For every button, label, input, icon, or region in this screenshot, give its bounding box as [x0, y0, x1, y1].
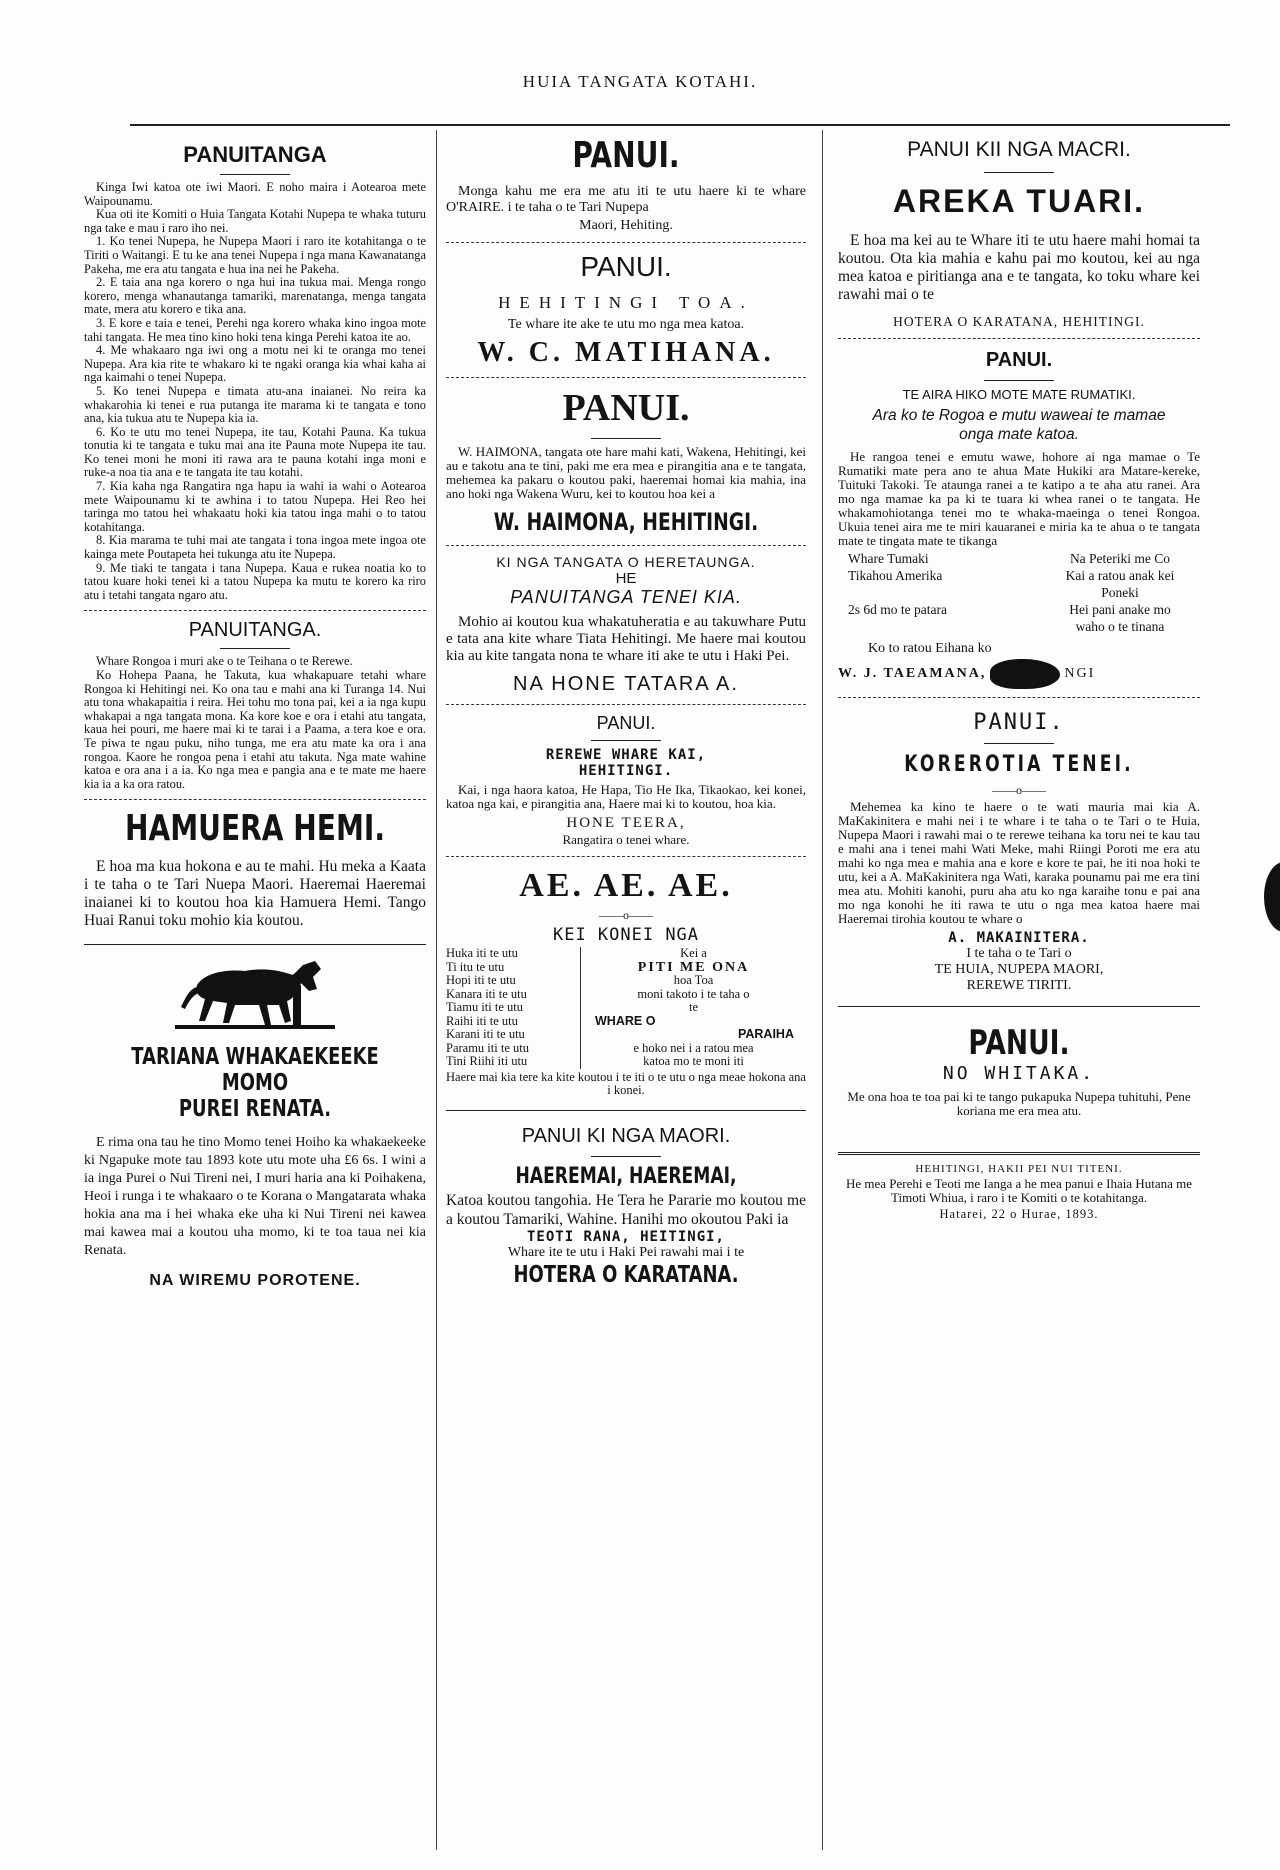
panuitanga-para: 4. Me whakaaro nga iwi ong a motu nei ki te oranga mo tenei Nupepa. Ara kia rite te whakaro ki te ngaki oranga kia whai kaha ai nga kaimahi o tenei Nupepa.	[84, 343, 426, 385]
goods-item: Karani iti te utu	[446, 1027, 525, 1041]
maori-body: Katoa koutou tangohia. He Tera he Pararie mo koutou me a koutou Tamariki, Wahine. Hanihi mo okoutou Paki ia	[446, 1191, 806, 1228]
panui-body: Kai, i nga haora katoa, He Hapa, Tio He Ika, Tikaokao, kei konei, katoa nga kai, e pirangitia ana, Haere mai ki to koutou, hoa kia.	[446, 782, 806, 811]
grid-cell: Hei pani anake mo	[1069, 602, 1171, 617]
divider	[984, 172, 1054, 173]
maori-title: PANUI KI NGA MAORI.	[521, 1124, 731, 1147]
panui-haimona	[446, 386, 806, 537]
hone-tatara: NA HONE TATARA A.	[513, 673, 739, 695]
panuitanga-para: Kua oti ite Komiti o Huia Tangata Kotahi Nupepa te whaka tuturu nga take e mau i raro iho nei.	[84, 207, 426, 235]
divider	[838, 697, 1200, 698]
panui-title: PANUI.	[572, 135, 680, 176]
rumatiki-ad	[838, 349, 1200, 689]
rumatiki-sub: TE AIRA HIKO MOTE MATE RUMATIKI.	[902, 387, 1136, 402]
panui-title: PANUI.	[973, 710, 1065, 735]
heretaunga-title: KI NGA TANGATA O HERETAUNGA.	[496, 554, 756, 570]
divider	[84, 944, 426, 945]
macri-body: E hoa ma kei au te Whare iti te utu haere mahi homai ta koutou. Ota kia mahia e kahu pai mo koutou, kei au nga mea katoa e piritianga ana e te tangata, ko toku whare kei rawahi mai o te	[838, 232, 1200, 303]
goods-item: Paramu iti te utu	[446, 1040, 529, 1055]
divider	[984, 380, 1054, 381]
rerewe-hehitingi: HEHITINGI.	[578, 763, 674, 779]
divider	[220, 174, 290, 175]
hone-teera: HONE TEERA,	[566, 815, 686, 831]
rerewe-whare-kai: REREWE WHARE KAI,	[545, 747, 707, 763]
panui-oraire	[446, 136, 806, 234]
column-left	[84, 134, 426, 1844]
ornament: ——o——	[992, 783, 1046, 797]
column-rule-2	[822, 130, 823, 1850]
tariana-body: E rima ona tau he tino Momo tenei Hoiho ka whakaekeeke ki Ngapuke mote tau 1893 kote utu mote uha £6 6s. I wini a ia inga Purei o Nui Tireni nei, I muri haria ana ki Poihakena, Heoi i runga i te whakaaro o te Korana o Mangatarata whaka hokia ana ma i hei whaka eke uha ki Nui Tireni nei kawea mai kawea mai a koutou uha momo, ki te toa taua nei kia Renata.	[84, 1135, 426, 1259]
makainitera-name: A. MAKAINITERA.	[948, 930, 1090, 946]
whitaka-ad	[838, 1023, 1200, 1118]
maori-line: Whare ite te utu i Haki Pei rawahi mai i te	[507, 1244, 745, 1260]
ink-blot-icon	[990, 659, 1060, 689]
panuitanga-para: Kinga Iwi katoa ote iwi Maori. E noho maira i Aotearoa mete Waipounamu.	[84, 180, 426, 208]
rumatiki-grid	[838, 550, 1200, 635]
panuitanga-notice	[84, 142, 426, 602]
heretaunga-he: HE	[615, 570, 637, 587]
panui-footer: Maori, Hehiting.	[579, 218, 673, 233]
panuitanga-para: 1. Ko tenei Nupepa, he Nupepa Maori i raro ite kotahitanga o te Tiriti o Waitangi. E tu ke ana tenei Nupepa i nga mana Kawanatanga Pakeha, me era atu tangata e hua ina nei he Pakeha.	[84, 234, 426, 276]
panuitanga-para: 8. Kia marama te tuhi mai ate tangata i tona ingoa mete ingoa ote kainga mete Poutapeta hei tukunga atu ite Nupepa.	[84, 533, 426, 562]
ae-footer: Haere mai kia tere ka kite koutou i te iti o te utu o nga meae hokona ana i konei.	[446, 1069, 806, 1098]
goods-item: Hopi iti te utu	[446, 973, 516, 987]
heretaunga-body: Mohio ai koutou kua whakatuheratia e au takuwhare Putu e tata ana kite whare Tiata Hehitingi. Me haere mai koutou kia au kite tangata nona te whare iti ake te utu i Haki Pei.	[446, 614, 806, 664]
ae-title: AE. AE. AE.	[519, 867, 733, 904]
goods-item: Huka iti te utu	[446, 946, 518, 960]
rumatiki-body: He rangoa tenei e emutu wawe, hohore ai nga mamae o Te Rumatiki mate pera ano te ahua Mate Hukiki ara Matare-kereke, Tuituki Takoki. Te ataunga ranei a te katipo a te aha atu ranei. Ara mo nga mamae ka pa ki te tuara ki whea ranei o te tangata. He whakamohiotanga tenei mo te whaka-maeinga o tenei Rongoa. Ukuia tenei aira me te miri kauaranei e miria ka te ahua o te tangata mate te tingata mate te tikanga	[838, 449, 1200, 548]
divider	[446, 704, 806, 705]
korerotia-tenei: KOREROTIA TENEI.	[904, 752, 1134, 777]
teoti-rana: TEOTI RANA, HEITINGI,	[526, 1228, 725, 1245]
areka-tuari-ad	[838, 138, 1200, 330]
horse-illustration	[84, 955, 426, 1038]
piti-line: PITI ME ONA	[637, 959, 750, 975]
piti-line: te	[688, 1000, 699, 1014]
grid-cell: 2s 6d mo te patara	[848, 602, 947, 617]
masthead-rule	[130, 124, 1230, 126]
divider	[838, 338, 1200, 339]
tariana-ad	[84, 1044, 426, 1290]
rumatiki-agent: Ko to ratou Eihana ko	[868, 641, 992, 656]
divider	[446, 545, 806, 546]
column-rule-1	[436, 130, 437, 1850]
whare-rongoa-notice	[84, 619, 426, 791]
hamuera-hemi-ad	[84, 808, 426, 930]
piti-info	[581, 947, 806, 1069]
tariana-title-line2: PUREI RENATA.	[178, 1096, 332, 1123]
rumatiki-italic: Ara ko te Rogoa e mutu waweai te mamae onga mate katoa.	[872, 407, 1166, 443]
grid-cell: Kai a ratou anak kei	[1065, 568, 1175, 583]
divider	[591, 1156, 661, 1157]
taeamana-name: W. J. TAEAMANA,	[838, 666, 987, 681]
column-right	[838, 134, 1200, 1844]
panui-title: PANUI.	[985, 349, 1053, 371]
panui-body: Monga kahu me era me atu iti te utu haere ki te whare O'RAIRE. i te taha o te Tari Nupepa	[446, 184, 806, 215]
imprint-date: Hatarei, 22 o Hurae, 1893.	[939, 1207, 1099, 1221]
heretaunga-notice	[446, 554, 806, 696]
panuitanga-title: PANUITANGA	[183, 142, 327, 167]
divider	[838, 1006, 1200, 1007]
kei-konei-nga: KEI KONEI NGA	[552, 925, 700, 945]
horse-icon	[175, 955, 335, 1033]
grid-cell: Tikahou Amerika	[848, 568, 943, 583]
rangatira: Rangatira o tenei whare.	[562, 832, 690, 847]
panuitanga-para: 5. Ko tenei Nupepa e timata atu-ana inaianei. No reira ka whakarohia ki tenei e rua putanga ite marama ki te tangata e tono ana, kia tukua atu te Nupepa kia ia.	[84, 383, 426, 426]
no-whitaka: NO WHITAKA.	[942, 1063, 1096, 1084]
panui-body: W. HAIMONA, tangata ote hare mahi kati, Wakena, Hehitingi, kei au e takotu ana te tini, paki me era mea e pirangitia ana e te tangata, mehemea ka pakaru o koutou paki, haeremai homai kia mahia, ina ano hoki nga Wakena Wuru, kei to koutou hoa kei a	[446, 444, 806, 501]
divider	[84, 799, 426, 800]
haeremai: HAEREMAI, HAEREMAI,	[515, 1163, 737, 1189]
panuitanga2-title: PANUITANGA.	[188, 619, 322, 642]
areka-tuari: AREKA TUARI.	[892, 183, 1146, 219]
addr-line: TE HUIA, NUPEPA MAORI,	[934, 962, 1104, 977]
panui-title: PANUI.	[596, 713, 656, 733]
divider	[984, 743, 1054, 744]
divider	[446, 856, 806, 857]
panuitanga-para: 7. Kia kaha nga Rangatira nga hapu ia wahi ia wahi o Aotearoa mete Waipounamu ki te awhina i to tatou Nupepa. Hei Reo hei taringa mo tatou hei whakaatu hoki kia tatou inga mahi o to tatou kotahitanga.	[84, 479, 426, 534]
divider	[591, 740, 661, 741]
piti-line: Kei a	[680, 946, 707, 960]
piti-line: e hoko nei i a ratou mea	[633, 1040, 754, 1055]
imprint-body: He mea Perehi e Teoti me Ianga a he mea panui e Ihaia Hutana me Timoti Whiua, i raro i te Komiti o te kotahitanga.	[845, 1176, 1193, 1205]
grid-cell: Na Peteriki me Co	[1069, 551, 1171, 566]
hehitingi-toa: HEHITINGI TOA.	[498, 293, 754, 312]
goods-item: Tiamu iti te utu	[446, 1000, 523, 1014]
panuitanga-para: 9. Me tiaki te tangata i tana Nupepa. Kaua e rukea noatia ko to tatou kuare hoki tenei ki a tatou Nupepa ka mutu te korero ka riro atu i tetahi tangata ngaro atu.	[84, 560, 426, 602]
column-middle	[446, 134, 806, 1844]
grid-cell: Whare Tumaki	[848, 551, 929, 566]
hamuera-body: E hoa ma kua hokona e au te mahi. Hu meka a Kaata i te taha o te Tari Nuepa Maori. Haeremai Haeremai inaianei ki to koutou hoa kia Hamuera Hemi. Tango Huai Ranui toku mohio kia koutou.	[84, 858, 426, 930]
haimona-name: W. HAIMONA, HEHITINGI.	[493, 508, 759, 536]
macri-title: PANUI KII NGA MACRI.	[907, 138, 1131, 161]
hamuera-title: HAMUERA HEMI.	[124, 808, 386, 850]
divider	[591, 438, 661, 439]
korerotia-body: Mehemea ka kino te haere o te wati mauria mai kia A. MaKakinitera e mahi nei i te whare i te taha o te Tari o te Huia, Nupepa Maori i rawahi mai o te rerewe teihana ka toru nei te kau tau e mahi ana i tenei mahi Wati Meke, mahi Riingi Poroti me era atu mahi ko nga mea e mahia ana e kore e kore te pai, he iti noa hoki te utu, kei a A. MaKakinitera nga Wati, karaka pounamu pai me era tini mea atu. Mohiti kanohi, puru aha atu ko nga karaihe tonu e pai ana mo nga konohi he iti rawa te utu o nga mea katoa haere mai Haeremai tirohia koutou te whare o	[838, 799, 1200, 926]
goods-item: Kanara iti te utu	[446, 986, 527, 1001]
piti-line: hoa Toa	[673, 973, 714, 987]
ornament: ——o——	[599, 908, 653, 922]
panui-matihana	[446, 251, 806, 369]
panui-title: PANUI.	[580, 251, 672, 282]
panuitanga-para: 6. Ko te utu mo tenei Nupepa, ite tau, Kotahi Pauna. Ka tukua tonutia ki te tangata e tuku mai ana ite Pauna mote Nupepa ite tau. Ko tenei moni he moni iti rawa ara te pauna kotahi inga moni e ruke-a noa tia ana e te tangata ite tau kotahi.	[84, 424, 426, 480]
taeamana-tail: NGI	[1064, 666, 1096, 681]
panui-title: PANUI.	[562, 387, 690, 429]
addr-line: I te taha o te Tari o	[966, 946, 1072, 961]
panuitanga-para: 3. E kore e taia e tenei, Perehi nga korero whaka kino ingoa mote tahi tangata. He mea tino kino hoki tena kinga Perehi katoa ite ao.	[84, 315, 426, 344]
makainitera-ad	[838, 710, 1200, 994]
imprint-notice	[838, 1163, 1200, 1222]
heretaunga-sub: PANUITANGA TENEI KIA.	[510, 587, 742, 607]
tariana-signature: NA WIREMU POROTENE.	[149, 1272, 361, 1290]
piti-line: moni takoto i te taha o	[637, 986, 750, 1001]
piti-line: PARAIHA	[737, 1027, 794, 1041]
panui-body: Te whare ite ake te utu mo nga mea katoa.	[507, 317, 745, 332]
goods-list	[446, 947, 581, 1069]
hotera-karatana: HOTERA O KARATANA.	[513, 1261, 739, 1288]
panuitanga2-para: Ko Hohepa Paana, he Takuta, kua whakapuare tetahi whare Rongoa ki Hehitingi nei. Ko ona tau e mahi ana ki Turanga 14. Nui atu tona whakapaitia i reira. Hei tohu mo tona pai, kei a ia nga kupu whakapai a nga tangata mona. Ka kore koe e ora i etahi atu tangata, kaua hei pouri, me haere mai ki te tarai i a Paama, a tera koe e ora. Te piwa te ngau puku, niho tunga, me era atu mate ka ora i ana rongoa. Kaore he rongoa pena i etahi atu takuta. Nga mate wahine katoa e ora ana i a ia. Ko nga mea e pangia ana e te mate me haere kia ia a ka ora ratou.	[84, 668, 426, 791]
edge-ink-blot-icon	[1264, 862, 1280, 932]
addr-line: REREWE TIRITI.	[966, 978, 1072, 993]
masthead: HUIA TANGATA KOTAHI.	[522, 72, 758, 91]
panuitanga2-para: Whare Rongoa i muri ake o te Teihana o te Rerewe.	[96, 654, 353, 669]
matihana-name: W. C. MATIHANA.	[477, 337, 775, 368]
panui-title: PANUI.	[968, 1023, 1070, 1063]
macri-footer: HOTERA O KARATANA, HEHITINGI.	[893, 314, 1145, 329]
piti-line: katoa mo te moni iti	[643, 1054, 744, 1068]
tariana-title-line1: TARIANA WHAKAEKEEKE MOMO	[131, 1044, 379, 1097]
divider	[446, 242, 806, 243]
goods-item: Ti itu te utu	[446, 959, 505, 974]
piti-line: WHARE O	[595, 1013, 656, 1028]
panui-ki-nga-maori	[446, 1125, 806, 1289]
goods-item: Raihi iti te utu	[446, 1013, 518, 1028]
ae-goods	[446, 947, 806, 1069]
grid-cell: Poneki	[1101, 585, 1139, 600]
divider	[838, 1152, 1200, 1155]
divider	[220, 648, 290, 649]
panuitanga-para: 2. E taia ana nga korero o nga hui ina tukua mai. Menga rongo korero, menga whanautanga tamariki, marenatanga, menga tangata mate, mera atu korero e tika ana.	[84, 275, 426, 317]
ae-ae-ae-ad	[446, 867, 806, 1098]
taeamana-line	[838, 659, 1200, 689]
divider	[84, 610, 426, 611]
divider	[446, 1110, 806, 1111]
goods-item: Tini Riihi iti utu	[446, 1054, 528, 1068]
imprint-head: HEHITINGI, HAKII PEI NUI TITENI.	[915, 1163, 1123, 1175]
panui-rerewe	[446, 713, 806, 848]
divider	[446, 377, 806, 378]
grid-cell: waho o te tinana	[1075, 619, 1165, 634]
whitaka-body: Me ona hoa te toa pai ki te tango pukapuka Nupepa tuhituhi, Pene koriana me era mea atu.	[847, 1089, 1191, 1118]
